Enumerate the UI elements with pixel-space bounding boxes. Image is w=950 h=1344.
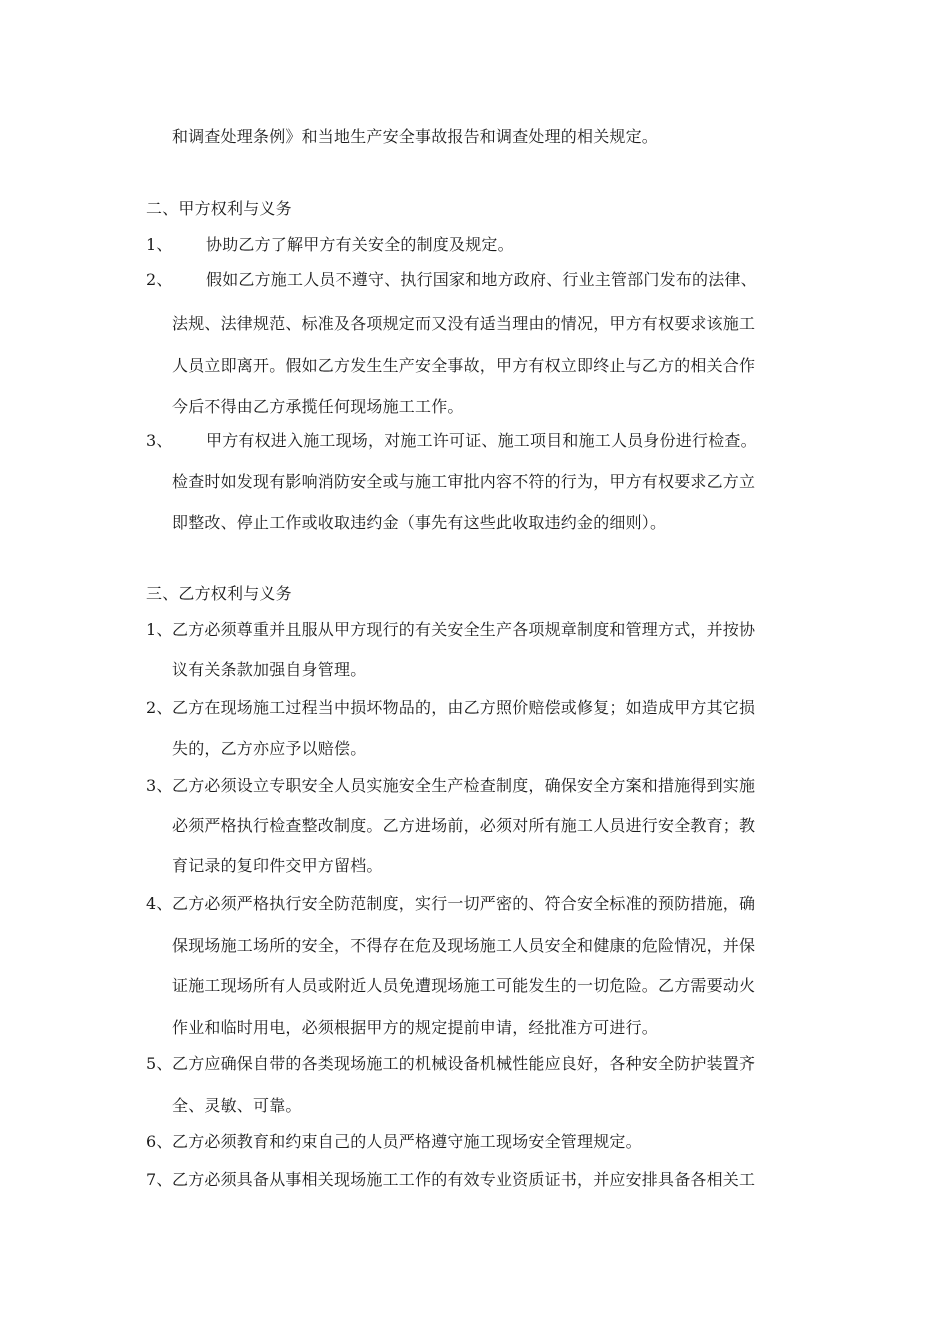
s3-item-4-line-2: 保现场施工场所的安全，不得存在危及现场施工人员安全和健康的危险情况，并保 (172, 936, 756, 955)
s3-item-2-line-2: 失的，乙方亦应予以赔偿。 (172, 739, 367, 758)
s3-item-2-number: 2、 (146, 698, 173, 717)
s3-item-5-line-2: 全、灵敏、可靠。 (172, 1096, 302, 1115)
s2-item-2-line-1: 假如乙方施工人员不遵守、执行国家和地方政府、行业主管部门发布的法律、 (206, 270, 757, 289)
s2-item-2-number: 2、 (146, 270, 173, 289)
s3-item-2-line-1: 乙方在现场施工过程当中损坏物品的，由乙方照价赔偿或修复；如造成甲方其它损 (172, 698, 756, 717)
s3-item-4-line-4: 作业和临时用电，必须根据甲方的规定提前申请，经批准方可进行。 (172, 1018, 659, 1037)
s3-item-5-number: 5、 (146, 1054, 173, 1073)
s3-item-6-line-1: 乙方必须教育和约束自己的人员严格遵守施工现场安全管理规定。 (172, 1132, 642, 1151)
intro-continuation: 和调查处理条例》和当地生产安全事故报告和调查处理的相关规定。 (172, 127, 659, 146)
s3-item-7-number: 7、 (146, 1170, 173, 1189)
s3-item-1-line-1: 乙方必须尊重并且服从甲方现行的有关安全生产各项规章制度和管理方式，并按协 (172, 620, 756, 639)
s3-item-6-number: 6、 (146, 1132, 173, 1151)
s3-item-5-line-1: 乙方应确保自带的各类现场施工的机械设备机械性能应良好，各种安全防护装置齐 (172, 1054, 756, 1073)
s3-item-1-number: 1、 (146, 620, 173, 639)
s3-item-3-line-3: 育记录的复印件交甲方留档。 (172, 856, 383, 875)
s3-item-1-line-2: 议有关条款加强自身管理。 (172, 660, 367, 679)
s2-item-3-line-2: 检查时如发现有影响消防安全或与施工审批内容不符的行为，甲方有权要求乙方立 (172, 472, 756, 491)
s2-item-2-line-3: 人员立即离开。假如乙方发生生产安全事故，甲方有权立即终止与乙方的相关合作 (172, 356, 756, 375)
s3-item-3-number: 3、 (146, 776, 173, 795)
s3-item-3-line-2: 必须严格执行检查整改制度。乙方进场前，必须对所有施工人员进行安全教育；教 (172, 816, 756, 835)
s3-item-3-line-1: 乙方必须设立专职安全人员实施安全生产检查制度，确保安全方案和措施得到实施 (172, 776, 756, 795)
s2-item-3-line-1: 甲方有权进入施工现场，对施工许可证、施工项目和施工人员身份进行检查。 (206, 431, 757, 450)
section-2-heading: 二、甲方权利与义务 (146, 199, 292, 218)
s3-item-4-number: 4、 (146, 894, 173, 913)
s2-item-1-number: 1、 (146, 235, 173, 254)
section-3-heading: 三、乙方权利与义务 (146, 584, 292, 603)
s2-item-2-line-4: 今后不得由乙方承揽任何现场施工工作。 (172, 397, 464, 416)
s2-item-3-line-3: 即整改、停止工作或收取违约金（事先有这些此收取违约金的细则）。 (172, 513, 667, 532)
s2-item-3-number: 3、 (146, 431, 173, 450)
s3-item-7-line-1: 乙方必须具备从事相关现场施工工作的有效专业资质证书，并应安排具备各相关工 (172, 1170, 756, 1189)
s2-item-2-line-2: 法规、法律规范、标准及各项规定而又没有适当理由的情况，甲方有权要求该施工 (172, 314, 756, 333)
s3-item-4-line-3: 证施工现场所有人员或附近人员免遭现场施工可能发生的一切危险。乙方需要动火 (172, 976, 756, 995)
s3-item-4-line-1: 乙方必须严格执行安全防范制度，实行一切严密的、符合安全标准的预防措施，确 (172, 894, 756, 913)
s2-item-1-line-1: 协助乙方了解甲方有关安全的制度及规定。 (206, 235, 514, 254)
